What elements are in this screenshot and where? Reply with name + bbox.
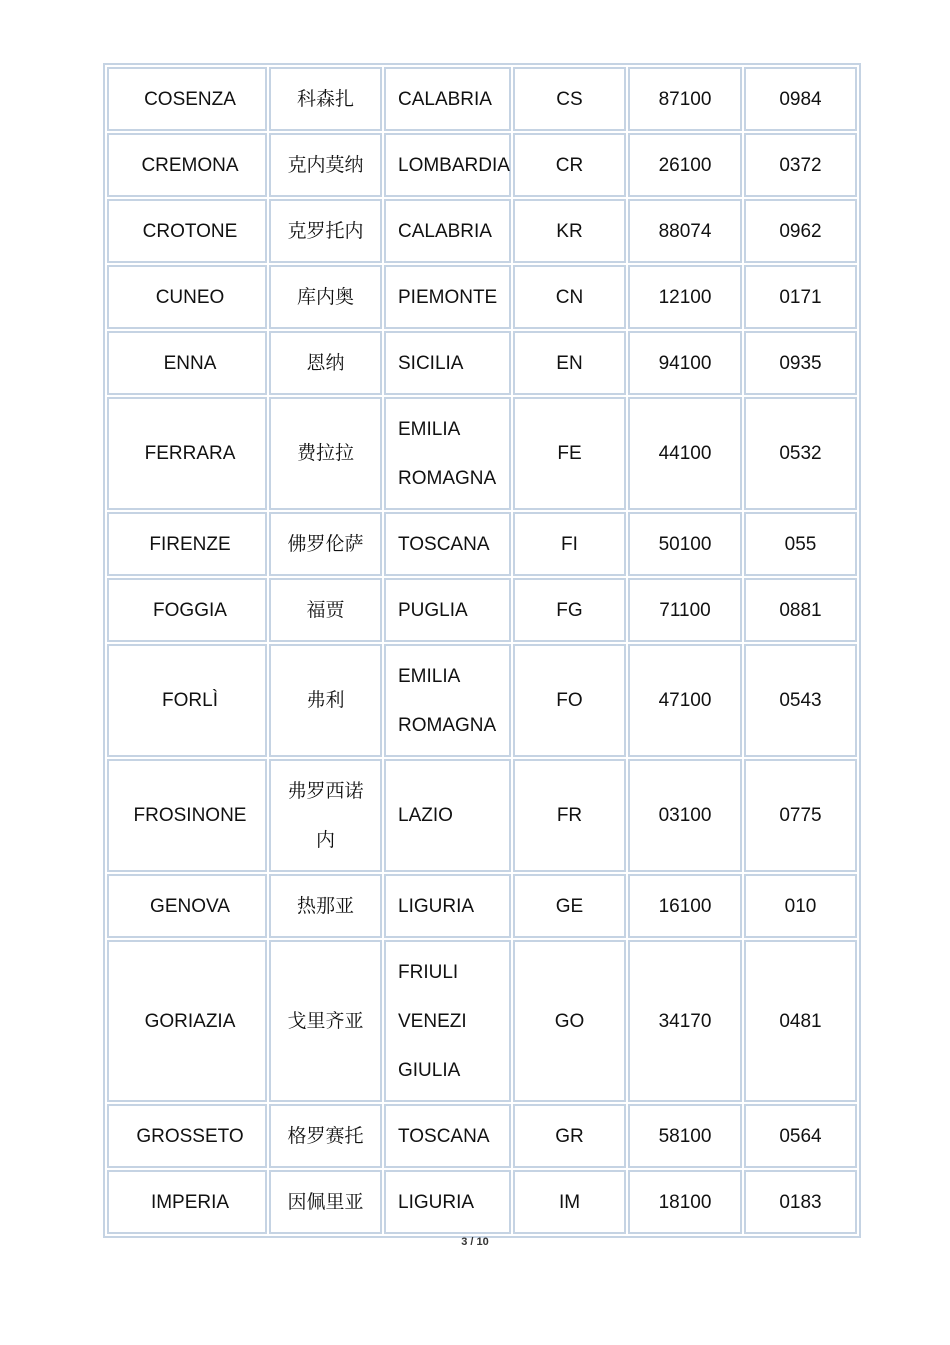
region-name-line: EMILIA — [398, 418, 461, 440]
table-row — [107, 940, 857, 1102]
province-code: CN — [513, 265, 626, 329]
chinese-name — [269, 331, 382, 395]
chinese-name-line: 福贾 — [306, 598, 345, 621]
region-name-line: SICILIA — [398, 352, 464, 374]
chinese-name-line: 佛罗伦萨 — [287, 532, 364, 555]
table-row — [107, 397, 857, 510]
phone-prefix: 0881 — [744, 578, 857, 642]
postal-code: 03100 — [628, 759, 742, 872]
table-row — [107, 133, 857, 197]
region-name-line: CALABRIA — [398, 88, 492, 110]
city-name: CREMONA — [107, 133, 267, 197]
phone-prefix: 055 — [744, 512, 857, 576]
phone-prefix: 0564 — [744, 1104, 857, 1168]
region-name — [384, 759, 511, 872]
chinese-name-line: 恩纳 — [306, 351, 345, 374]
chinese-name — [269, 1104, 382, 1168]
province-code: IM — [513, 1170, 626, 1234]
region-name — [384, 578, 511, 642]
chinese-name — [269, 512, 382, 576]
chinese-name-line: 热那亚 — [296, 894, 354, 917]
chinese-name — [269, 940, 382, 1102]
postal-code: 44100 — [628, 397, 742, 510]
region-name-line: PIEMONTE — [398, 286, 498, 308]
region-name-line: LAZIO — [398, 805, 453, 826]
city-name: FIRENZE — [107, 512, 267, 576]
table-row — [107, 199, 857, 263]
province-code: FE — [513, 397, 626, 510]
region-name — [384, 265, 511, 329]
city-name: FOGGIA — [107, 578, 267, 642]
region-name-line: GIULIA — [398, 1059, 461, 1081]
postal-code: 71100 — [628, 578, 742, 642]
region-name-line: CALABRIA — [398, 220, 492, 242]
region-name — [384, 1104, 511, 1168]
region-name-line: EMILIA — [398, 665, 461, 687]
phone-prefix: 0171 — [744, 265, 857, 329]
postal-code: 88074 — [628, 199, 742, 263]
phone-prefix: 0775 — [744, 759, 857, 872]
region-name-line: LOMBARDIA — [398, 154, 510, 176]
postal-code: 34170 — [628, 940, 742, 1102]
province-code: FO — [513, 644, 626, 757]
province-code: GR — [513, 1104, 626, 1168]
province-code: FG — [513, 578, 626, 642]
region-name — [384, 67, 511, 131]
phone-prefix: 010 — [744, 874, 857, 938]
region-name-line: TOSCANA — [398, 533, 490, 555]
chinese-name-line: 内 — [315, 828, 335, 851]
city-name: GORIAZIA — [107, 940, 267, 1102]
phone-prefix: 0183 — [744, 1170, 857, 1234]
region-name-line: LIGURIA — [398, 895, 475, 917]
chinese-name — [269, 874, 382, 938]
table-row — [107, 265, 857, 329]
table-row — [107, 874, 857, 938]
region-name — [384, 133, 511, 197]
postal-code: 87100 — [628, 67, 742, 131]
province-table-body — [107, 67, 857, 1234]
city-name: COSENZA — [107, 67, 267, 131]
phone-prefix: 0543 — [744, 644, 857, 757]
province-code: KR — [513, 199, 626, 263]
chinese-name-line: 弗罗西诺 — [287, 779, 364, 802]
postal-code: 26100 — [628, 133, 742, 197]
chinese-name-line: 戈里齐亚 — [287, 1009, 364, 1032]
chinese-name-line: 科森扎 — [296, 87, 354, 110]
region-name-line: PUGLIA — [398, 599, 468, 621]
chinese-name-line: 克罗托内 — [287, 219, 364, 242]
province-code: GE — [513, 874, 626, 938]
chinese-name-line: 克内莫纳 — [287, 153, 364, 176]
postal-code: 58100 — [628, 1104, 742, 1168]
region-name — [384, 397, 511, 510]
city-name: ENNA — [107, 331, 267, 395]
postal-code: 12100 — [628, 265, 742, 329]
table-row — [107, 512, 857, 576]
region-name — [384, 199, 511, 263]
table-row — [107, 331, 857, 395]
region-name — [384, 331, 511, 395]
city-name: CUNEO — [107, 265, 267, 329]
chinese-name — [269, 578, 382, 642]
region-name — [384, 644, 511, 757]
phone-prefix: 0372 — [744, 133, 857, 197]
region-name — [384, 512, 511, 576]
region-name-line: ROMAGNA — [398, 467, 497, 489]
chinese-name — [269, 1170, 382, 1234]
city-name: FROSINONE — [107, 759, 267, 872]
table-row — [107, 67, 857, 131]
table-row — [107, 759, 857, 872]
city-name: GENOVA — [107, 874, 267, 938]
chinese-name — [269, 67, 382, 131]
region-name — [384, 874, 511, 938]
postal-code: 18100 — [628, 1170, 742, 1234]
city-name: IMPERIA — [107, 1170, 267, 1234]
province-code: EN — [513, 331, 626, 395]
phone-prefix: 0984 — [744, 67, 857, 131]
chinese-name — [269, 397, 382, 510]
chinese-name — [269, 759, 382, 872]
postal-code: 16100 — [628, 874, 742, 938]
chinese-name — [269, 644, 382, 757]
city-name: GROSSETO — [107, 1104, 267, 1168]
city-name: CROTONE — [107, 199, 267, 263]
phone-prefix: 0481 — [744, 940, 857, 1102]
region-name — [384, 940, 511, 1102]
phone-prefix: 0935 — [744, 331, 857, 395]
province-code: GO — [513, 940, 626, 1102]
region-name-line: LIGURIA — [398, 1191, 475, 1213]
postal-code: 94100 — [628, 331, 742, 395]
chinese-name-line: 弗利 — [306, 689, 345, 711]
chinese-name-line: 因佩里亚 — [287, 1190, 364, 1213]
chinese-name — [269, 265, 382, 329]
chinese-name-line: 费拉拉 — [296, 442, 354, 464]
phone-prefix: 0962 — [744, 199, 857, 263]
table-row — [107, 1104, 857, 1168]
region-name-line: TOSCANA — [398, 1125, 490, 1147]
chinese-name — [269, 133, 382, 197]
region-name-line: FRIULI — [398, 961, 459, 983]
region-name — [384, 1170, 511, 1234]
province-code: FI — [513, 512, 626, 576]
city-name: FERRARA — [107, 397, 267, 510]
table-row — [107, 644, 857, 757]
region-name-line: ROMAGNA — [398, 714, 497, 736]
city-name: FORLÌ — [107, 644, 267, 757]
region-name-line: VENEZI — [398, 1010, 467, 1032]
province-code: CS — [513, 67, 626, 131]
phone-prefix: 0532 — [744, 397, 857, 510]
postal-code: 50100 — [628, 512, 742, 576]
table-row — [107, 578, 857, 642]
page-number: 3 / 10 — [461, 1236, 489, 1248]
province-code: CR — [513, 133, 626, 197]
table-row — [107, 1170, 857, 1234]
province-code: FR — [513, 759, 626, 872]
province-table — [103, 63, 861, 1238]
chinese-name-line: 格罗赛托 — [287, 1124, 364, 1147]
postal-code: 47100 — [628, 644, 742, 757]
chinese-name-line: 库内奥 — [296, 285, 354, 308]
chinese-name — [269, 199, 382, 263]
